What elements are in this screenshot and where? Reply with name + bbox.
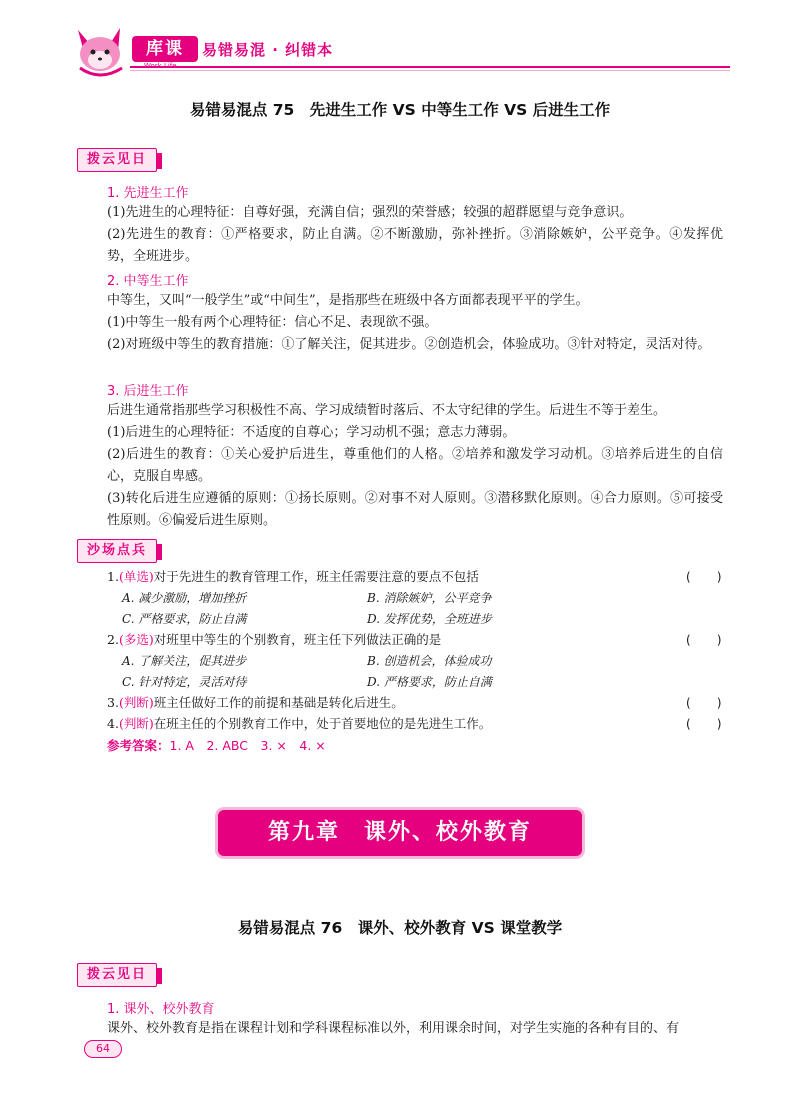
fox-mascot-icon xyxy=(70,22,132,80)
section-title-extracurricular: 1. 课外、校外教育 xyxy=(107,1002,215,1017)
option-b: B. 创造机会，体验成功 xyxy=(367,654,492,668)
section-title-average: 2. 中等生工作 xyxy=(107,274,189,289)
chapter-title: 第九章 课外、校外教育 xyxy=(267,820,532,845)
section-title-backward: 3. 后进生工作 xyxy=(107,384,189,399)
chapter-banner xyxy=(218,810,582,856)
point-75-title: 易错易混点 75 先进生工作 VS 中等生工作 VS 后进生工作 xyxy=(189,101,611,119)
paragraph: (3)转化后进生应遵循的原则：①扬长原则。②对事不对人原则。③潜移默化原则。④合力原则。⑤可接受性原则。⑥偏爱后进生原则。 xyxy=(107,491,723,528)
series-title: 易错易混 · 纠错本 xyxy=(202,41,334,59)
paragraph: (2)对班级中等生的教育措施：①了解关注，促其进步。②创造机会，体验成功。③针对特定，灵活对待。 xyxy=(107,337,711,352)
answer-blank: ( ) xyxy=(684,570,723,584)
option-b: B. 消除嫉妒，公平竞争 xyxy=(367,591,492,605)
option-a: A. 了解关注，促其进步 xyxy=(122,654,247,668)
option-c: C. 针对特定，灵活对待 xyxy=(122,675,247,689)
section-title-advanced: 1. 先进生工作 xyxy=(107,186,189,201)
paragraph: 课外、校外教育是指在课程计划和学科课程标准以外，利用课余时间，对学生实施的各种有目的、有 xyxy=(107,1021,680,1036)
paragraph: 中等生，又叫“一般学生”或“中间生”，是指那些在班级中各方面都表现平平的学生。 xyxy=(107,293,589,308)
reference-answers: 参考答案：1. A 2. ABC 3. × 4. × xyxy=(107,738,326,753)
paragraph: (2)后进生的教育：①关心爱护后进生，尊重他们的人格。②培养和激发学习动机。③培养后进生的自信心，克服自卑感。 xyxy=(107,447,723,484)
question-1: 1.(单选)对于先进生的教育管理工作，班主任需要注意的要点不包括 ( ) xyxy=(107,567,723,587)
answer-blank: ( ) xyxy=(684,717,723,731)
paragraph: (1)先进生的心理特征：自尊好强，充满自信；强烈的荣誉感；较强的超群愿望与竞争意识。 xyxy=(107,205,633,220)
paragraph: (1)中等生一般有两个心理特征：信心不足、表现欲不强。 xyxy=(107,315,438,330)
question-2: 2.(多选)对班里中等生的个别教育，班主任下列做法正确的是 ( ) xyxy=(107,630,723,650)
tag-overview: 拨云见日 xyxy=(77,148,157,172)
header-divider xyxy=(130,66,730,68)
paragraph: (2)先进生的教育：①严格要求，防止自满。②不断激励，弥补挫折。③消除嫉妒，公平竞争。④发挥优势，全班进步。 xyxy=(107,227,723,264)
question-4: 4.(判断)在班主任的个别教育工作中，处于首要地位的是先进生工作。 ( ) xyxy=(107,714,723,734)
tag-practice: 沙场点兵 xyxy=(77,539,157,563)
paragraph: (1)后进生的心理特征：不适度的自尊心；学习动机不强；意志力薄弱。 xyxy=(107,425,516,440)
option-c: C. 严格要求，防止自满 xyxy=(122,612,247,626)
question-3: 3.(判断)班主任做好工作的前提和基础是转化后进生。 ( ) xyxy=(107,693,723,713)
brand-logo: 库课 xyxy=(132,36,198,62)
header-divider-light xyxy=(130,70,730,71)
paragraph: 后进生通常指那些学习积极性不高、学习成绩暂时落后、不太守纪律的学生。后进生不等于差生。 xyxy=(107,403,667,418)
page-number: 64 xyxy=(84,1040,122,1058)
option-d: D. 严格要求，防止自满 xyxy=(367,675,492,689)
answer-blank: ( ) xyxy=(684,696,723,710)
answer-blank: ( ) xyxy=(684,633,723,647)
point-76-title: 易错易混点 76 课外、校外教育 VS 课堂教学 xyxy=(237,919,563,937)
option-d: D. 发挥优势，全班进步 xyxy=(367,612,492,626)
tag-overview: 拨云见日 xyxy=(77,963,157,987)
option-a: A. 减少激励，增加挫折 xyxy=(122,591,247,605)
page-header xyxy=(70,22,730,80)
